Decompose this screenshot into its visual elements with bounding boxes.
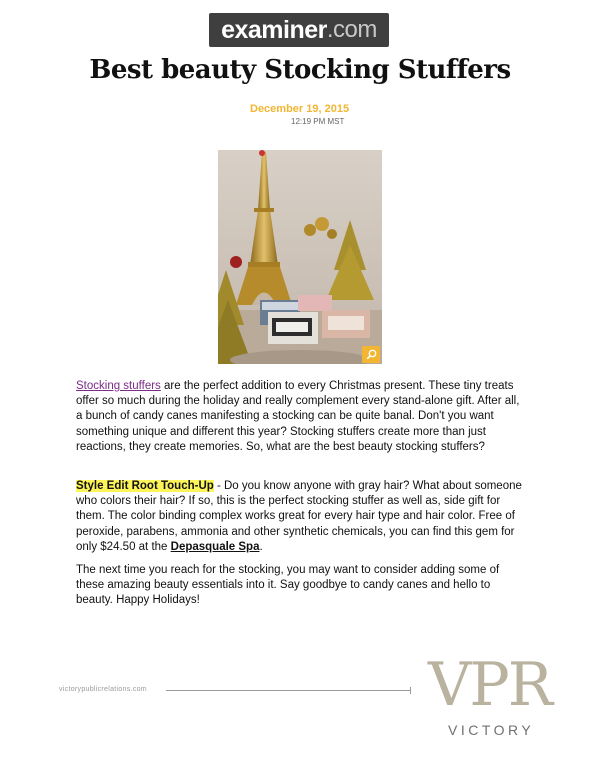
paragraph-product bbox=[76, 479, 522, 555]
article-date: December 19, 2015 bbox=[250, 103, 350, 115]
article-time: 12:19 PM MST bbox=[291, 117, 345, 126]
footer-divider bbox=[166, 690, 411, 691]
paragraph-product-text: - Do you know anyone with gray hair? What about someone who colors their hair? If so, this is the perfect stocking stuffer as well as, side gift for them. The color binding complex works great for every hair type and hair color. Free of peroxide, parabens, ammonia and other synthetic chemicals, you can find this gem for only $24.50 at the bbox=[76, 480, 522, 553]
photo-illustration bbox=[218, 150, 382, 364]
footer-url: victorypublicrelations.com bbox=[59, 686, 147, 693]
article-photo bbox=[218, 150, 382, 364]
vpr-logo-mark: VPR bbox=[428, 650, 551, 720]
zoom-button[interactable] bbox=[362, 346, 380, 363]
paragraph-intro-text: are the perfect addition to every Christmas present. These tiny treats offer so much during the holiday and really complement every stand-alone gift. After all, a bunch of candy canes manifesting a stocking can be quite banal. Don't you want something unique and different this year? Stocking stuffers create more than just reactions, they create memories. So, what are the best beauty stocking stuffers? bbox=[76, 380, 520, 453]
paragraph-product-end: . bbox=[259, 540, 263, 553]
paragraph-closing: The next time you reach for the stocking, you may want to consider adding some of these amazing beauty essentials into it. Say goodbye to candy canes and hello to beauty. Happy Holidays! bbox=[76, 564, 500, 607]
depasquale-spa-link[interactable]: Depasquale Spa bbox=[170, 540, 260, 553]
footer-divider-end bbox=[410, 687, 411, 694]
article-title: Best beauty Stocking Stuffers bbox=[89, 55, 511, 85]
examiner-logo bbox=[209, 13, 389, 47]
paragraph-intro bbox=[76, 379, 522, 455]
product-name-highlight: Style Edit Root Touch-Up bbox=[76, 480, 214, 492]
stocking-stuffers-link[interactable]: Stocking stuffers bbox=[76, 380, 161, 392]
victory-brand-name: VICTORY bbox=[448, 722, 535, 738]
logo-tld-text: .com bbox=[326, 16, 377, 43]
logo-main-text: examiner bbox=[221, 15, 327, 44]
magnifier-icon bbox=[366, 349, 377, 360]
